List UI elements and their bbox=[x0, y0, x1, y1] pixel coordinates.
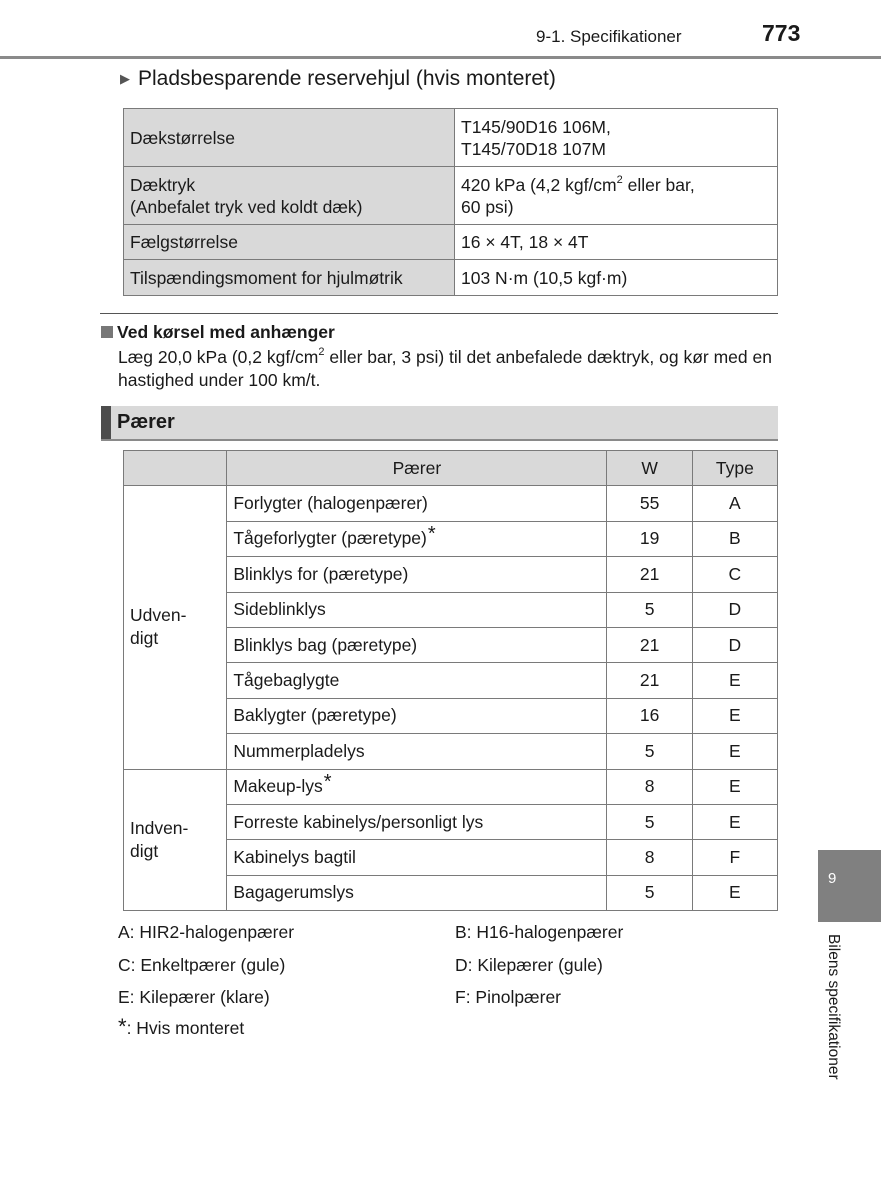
spec-label: Tilspændingsmoment for hjulmøtrik bbox=[124, 260, 455, 296]
bulb-watt: 5 bbox=[607, 804, 692, 839]
bulb-watt: 21 bbox=[607, 627, 692, 662]
legend-item-c: C: Enkeltpærer (gule) bbox=[118, 955, 286, 975]
bulbs-section-title: Pærer bbox=[117, 411, 175, 433]
bulb-watt: 21 bbox=[607, 557, 692, 592]
table-row bbox=[124, 769, 778, 804]
spec-label: Fælgstørrelse bbox=[124, 225, 455, 260]
bulb-name: Makeup-lys* bbox=[227, 769, 607, 804]
chapter-number: 9 bbox=[828, 870, 837, 887]
bulbs-table bbox=[123, 450, 778, 911]
column-header: Pærer bbox=[227, 451, 607, 486]
asterisk-mark: * bbox=[323, 771, 332, 794]
spec-value: T145/90D16 106M, T145/70D18 107M bbox=[455, 109, 778, 167]
legend-item-f: F: Pinolpærer bbox=[455, 987, 562, 1007]
bulb-type: A bbox=[692, 486, 777, 521]
table-row bbox=[124, 225, 778, 260]
spare-wheel-table bbox=[123, 108, 778, 296]
bulb-watt: 5 bbox=[607, 875, 692, 910]
spec-value: 103 N·m (10,5 kgf·m) bbox=[455, 260, 778, 296]
spare-wheel-title bbox=[120, 67, 556, 91]
column-header: W bbox=[607, 451, 692, 486]
column-header bbox=[124, 451, 227, 486]
group-label-interior: Indven- digt bbox=[124, 769, 227, 911]
table-header-row bbox=[124, 451, 778, 486]
chapter-side-label: Bilens specifikationer bbox=[825, 934, 842, 1080]
bulb-name: Baklygter (pæretype) bbox=[227, 698, 607, 733]
bulb-watt: 8 bbox=[607, 840, 692, 875]
bulb-name: Tågebaglygte bbox=[227, 663, 607, 698]
bulb-type: E bbox=[692, 663, 777, 698]
bulb-watt: 8 bbox=[607, 769, 692, 804]
bulb-name: Blinklys bag (pæretype) bbox=[227, 627, 607, 662]
bulb-type: C bbox=[692, 557, 777, 592]
spec-label: Dæktryk (Anbefalet tryk ved koldt dæk) bbox=[124, 167, 455, 225]
bulb-watt: 5 bbox=[607, 734, 692, 769]
bulb-type: F bbox=[692, 840, 777, 875]
legend-item-a: A: HIR2-halogenpærer bbox=[118, 922, 295, 942]
legend-item-b: B: H16-halogenpærer bbox=[455, 922, 624, 942]
table-row bbox=[124, 486, 778, 521]
triangle-bullet-icon: ▶ bbox=[120, 71, 130, 86]
footnote: *: Hvis monteret bbox=[118, 1014, 245, 1039]
bulb-watt: 21 bbox=[607, 663, 692, 698]
bulb-type: E bbox=[692, 698, 777, 733]
asterisk-mark: * bbox=[118, 1014, 127, 1039]
spec-value: 420 kPa (4,2 kgf/$cm^2$ eller bar, 60 psi) bbox=[455, 167, 778, 225]
bulb-type: D bbox=[692, 627, 777, 662]
bulb-watt: 55 bbox=[607, 486, 692, 521]
bulb-name: Sideblinklys bbox=[227, 592, 607, 627]
bulb-name: Tågeforlygter (pæretype)* bbox=[227, 521, 607, 556]
header-section-title: 9-1. Specifikationer bbox=[536, 27, 682, 46]
towing-heading: Ved kørsel med anhænger bbox=[101, 322, 335, 343]
section-divider bbox=[100, 313, 778, 314]
bulb-type: E bbox=[692, 875, 777, 910]
bulb-name: Bagagerumslys bbox=[227, 875, 607, 910]
bulb-watt: 5 bbox=[607, 592, 692, 627]
bulb-watt: 16 bbox=[607, 698, 692, 733]
bulb-name: Kabinelys bagtil bbox=[227, 840, 607, 875]
group-label-exterior: Udven- digt bbox=[124, 486, 227, 769]
column-header: Type bbox=[692, 451, 777, 486]
asterisk-mark: * bbox=[427, 523, 436, 546]
header-divider bbox=[0, 56, 881, 59]
page-number: 773 bbox=[762, 20, 801, 46]
bulb-type: E bbox=[692, 804, 777, 839]
bulb-type: B bbox=[692, 521, 777, 556]
spare-wheel-title-text: Pladsbesparende reservehjul (hvis monteret) bbox=[138, 67, 556, 90]
table-row bbox=[124, 167, 778, 225]
towing-text: Læg 20,0 kPa (0,2 kgf/$cm^2$ eller bar, 3 psi) til det anbefalede dæktryk, og kør med en hastighed under 100 km/t. bbox=[118, 346, 772, 390]
chapter-tab bbox=[818, 850, 881, 922]
bulb-type: E bbox=[692, 769, 777, 804]
bulb-type: D bbox=[692, 592, 777, 627]
spec-label: Dækstørrelse bbox=[124, 109, 455, 167]
bulb-name: Forlygter (halogenpærer) bbox=[227, 486, 607, 521]
bulb-watt: 19 bbox=[607, 521, 692, 556]
bulb-name: Forreste kabinelys/personligt lys bbox=[227, 804, 607, 839]
legend-item-d: D: Kilepærer (gule) bbox=[455, 955, 603, 975]
legend-item-e: E: Kilepærer (klare) bbox=[118, 987, 270, 1007]
table-row bbox=[124, 260, 778, 296]
spec-value: 16 × 4T, 18 × 4T bbox=[455, 225, 778, 260]
bulb-name: Nummerpladelys bbox=[227, 734, 607, 769]
square-bullet-icon bbox=[101, 326, 113, 338]
bulb-name: Blinklys for (pæretype) bbox=[227, 557, 607, 592]
bulbs-section-banner bbox=[101, 406, 778, 439]
table-row bbox=[124, 109, 778, 167]
bulb-type: E bbox=[692, 734, 777, 769]
